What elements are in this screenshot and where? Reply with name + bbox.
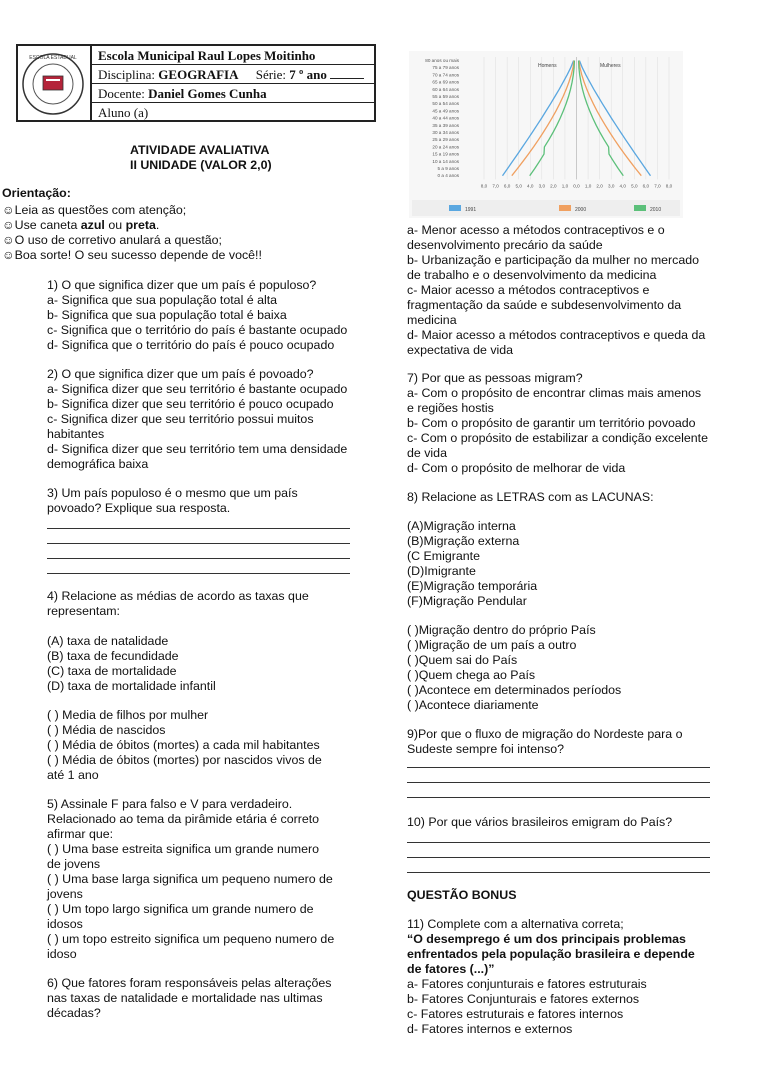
- q11-question: 11) Complete com a alternativa correta;: [407, 917, 624, 931]
- legend-label: 2000: [575, 207, 587, 213]
- q6-option-c-cont: fragmentação da saúde e subdesenvolvimento da: [407, 298, 682, 312]
- student-row[interactable]: Aluno (a): [98, 105, 149, 120]
- q2-option-c-cont: habitantes: [47, 427, 105, 441]
- q1-option-b: b- Significa que sua população total é baixa: [47, 308, 287, 322]
- teacher-row: Docente: Daniel Gomes Cunha: [92, 84, 374, 103]
- q6-option-c-cont: medicina: [407, 313, 457, 327]
- q8-item[interactable]: ( )Acontece diariamente: [407, 698, 539, 712]
- x-tick-label: 2,0: [596, 183, 603, 189]
- q5-item-cont: jovens: [47, 887, 83, 901]
- age-group-label: 0 a 4 anos: [437, 173, 459, 179]
- orientation-heading: Orientação:: [2, 186, 71, 200]
- age-group-label: 65 a 69 anos: [432, 79, 459, 85]
- q4-option: (D) taxa de mortalidade infantil: [47, 679, 216, 693]
- q1-question: 1) O que significa dizer que um país é populoso?: [47, 278, 317, 292]
- q1-option-a: a- Significa que sua população total é alta: [47, 293, 278, 307]
- q4-item[interactable]: ( ) Média de óbitos (mortes) por nascidos vivos de: [47, 753, 322, 767]
- q2-option-d: d- Significa dizer que seu território tem uma densidade: [47, 442, 348, 456]
- q3-answer-line-1[interactable]: [47, 528, 350, 529]
- q6-question-cont: décadas?: [47, 1006, 101, 1020]
- q7-option-b: b- Com o propósito de garantir um território povoado: [407, 416, 696, 430]
- legend-swatch: [559, 205, 571, 211]
- q11-option-c: c- Fatores estruturais e fatores internos: [407, 1007, 624, 1021]
- q2-option-c: c- Significa dizer que seu território possui muitos: [47, 412, 314, 426]
- q6-question-cont: nas taxas de natalidade e mortalidade nas ultimas: [47, 991, 323, 1005]
- q3-answer-line-3[interactable]: [47, 558, 350, 559]
- q8-option: (D)Imigrante: [407, 564, 476, 578]
- age-group-label: 80 anos ou mais: [425, 58, 459, 63]
- women-label: Mulheres: [600, 63, 621, 69]
- x-tick-label: 3,0: [607, 183, 615, 189]
- age-group-label: 40 a 44 anos: [432, 115, 459, 121]
- legend-label: 2010: [650, 207, 662, 213]
- svg-text:ESCOLA ESTADUAL: ESCOLA ESTADUAL: [29, 55, 77, 61]
- q4-item-cont: até 1 ano: [47, 768, 99, 782]
- age-group-label: 20 a 24 anos: [432, 144, 459, 150]
- q6-question: 6) Que fatores foram responsáveis pelas alterações: [47, 976, 332, 990]
- q11-option-b: b- Fatores Conjunturais e fatores externos: [407, 992, 640, 1006]
- x-tick-label: 5,0: [515, 183, 522, 189]
- q5-item[interactable]: ( ) Um topo largo significa um grande numero de: [47, 902, 314, 916]
- age-group-label: 55 a 59 anos: [432, 94, 459, 99]
- x-tick-label: 4,0: [527, 183, 534, 189]
- x-tick-label: 6,0: [503, 183, 511, 189]
- x-tick-label: 1,0: [584, 183, 592, 189]
- grade-blank[interactable]: [330, 78, 364, 79]
- q8-option: (C Emigrante: [407, 549, 480, 563]
- q8-item[interactable]: ( )Quem sai do País: [407, 653, 518, 667]
- q2-question: 2) O que significa dizer que um país é povoado?: [47, 367, 314, 381]
- q10-answer-line-3[interactable]: [407, 872, 710, 873]
- q8-option: (E)Migração temporária: [407, 579, 538, 593]
- age-group-label: 5 a 9 anos: [437, 166, 459, 171]
- header-table: [16, 44, 376, 122]
- q6-option-d: d- Maior acesso a métodos contraceptivos e queda da: [407, 328, 706, 342]
- q1-option-c: c- Significa que o território do país é bastante ocupado: [47, 323, 348, 337]
- age-group-label: 75 a 79 anos: [432, 65, 459, 71]
- q10-answer-line-1[interactable]: [407, 842, 710, 843]
- school-seal-icon: [18, 46, 88, 118]
- x-tick-label: 4,0: [619, 183, 626, 189]
- x-tick-label: 7,0: [654, 183, 661, 189]
- q4-item[interactable]: ( ) Media de filhos por mulher: [47, 708, 209, 722]
- q9-answer-line-1[interactable]: [407, 767, 710, 768]
- school-logo-cell: [18, 46, 92, 120]
- q9-answer-line-3[interactable]: [407, 797, 710, 798]
- x-tick-label: 3,0: [538, 183, 546, 189]
- q11-quote: “O desemprego é um dos principais problemas: [407, 932, 686, 946]
- q7-option-d: d- Com o propósito de melhorar de vida: [407, 461, 626, 475]
- bonus-heading: QUESTÃO BONUS: [407, 888, 517, 902]
- title-line1: ATIVIDADE AVALIATIVA: [130, 143, 270, 157]
- q9-answer-line-2[interactable]: [407, 782, 710, 783]
- age-group-label: 35 a 39 anos: [432, 122, 459, 128]
- q4-question: 4) Relacione as médias de acordo as taxas que: [47, 589, 309, 603]
- q3-question: 3) Um país populoso é o mesmo que um país: [47, 486, 298, 500]
- q3-question-cont: povoado? Explique sua resposta.: [47, 501, 231, 515]
- q2-option-d-cont: demográfica baixa: [47, 457, 149, 471]
- x-tick-label: 2,0: [550, 183, 557, 189]
- school-name: Escola Municipal Raul Lopes Moitinho: [92, 46, 374, 65]
- q8-item[interactable]: ( )Migração de um país a outro: [407, 638, 577, 652]
- q2-option-b: b- Significa dizer que seu território é pouco ocupado: [47, 397, 334, 411]
- x-tick-label: 1,0: [561, 183, 569, 189]
- q4-option: (A) taxa de natalidade: [47, 634, 169, 648]
- x-tick-label: 8,0: [665, 183, 673, 189]
- legend-swatch: [634, 205, 646, 211]
- age-group-label: 30 a 34 anos: [432, 130, 459, 135]
- q4-question-cont: representam:: [47, 604, 121, 618]
- x-tick-label: 8,0: [480, 183, 488, 189]
- q10-question: 10) Por que vários brasileiros emigram do País?: [407, 815, 673, 829]
- q5-item[interactable]: ( ) Uma base estreita significa um grande numero: [47, 842, 320, 856]
- x-tick-label: 7,0: [492, 183, 499, 189]
- x-tick-label: 6,0: [642, 183, 650, 189]
- q8-item[interactable]: ( )Acontece em determinados períodos: [407, 683, 622, 697]
- age-group-label: 15 a 19 anos: [432, 151, 459, 157]
- q5-item-cont: idosos: [47, 917, 83, 931]
- age-group-label: 10 a 14 anos: [432, 158, 459, 164]
- q5-question-cont: afirmar que:: [47, 827, 114, 841]
- q6-option-a: a- Menor acesso a métodos contraceptivos e o: [407, 223, 665, 237]
- q11-option-d: d- Fatores internos e externos: [407, 1022, 573, 1036]
- title-line2: II UNIDADE (VALOR 2,0): [130, 158, 272, 172]
- q6-option-a-cont: desenvolvimento precário da saúde: [407, 238, 603, 252]
- orientation-item-4: ☺Boa sorte! O seu sucesso depende de você!!: [2, 248, 262, 262]
- q5-item-cont: idoso: [47, 947, 77, 961]
- age-pyramid-figure: [409, 51, 683, 218]
- q8-item[interactable]: ( )Quem chega ao País: [407, 668, 536, 682]
- q4-option: (B) taxa de fecundidade: [47, 649, 179, 663]
- q5-question-cont: Relacionado ao tema da pirâmide etária é correto: [47, 812, 320, 826]
- q11-option-a: a- Fatores conjunturais e fatores estruturais: [407, 977, 647, 991]
- q7-option-c-cont: de vida: [407, 446, 447, 460]
- legend-swatch: [449, 205, 461, 211]
- q6-option-c: c- Maior acesso a métodos contraceptivos e: [407, 283, 650, 297]
- q2-option-a: a- Significa dizer que seu território é bastante ocupado: [47, 382, 348, 396]
- q9-question-cont: Sudeste sempre foi intenso?: [407, 742, 565, 756]
- q8-option: (F)Migração Pendular: [407, 594, 527, 608]
- q7-option-a-cont: e regiões hostis: [407, 401, 494, 415]
- q5-item[interactable]: ( ) Uma base larga significa um pequeno numero de: [47, 872, 333, 886]
- q8-question: 8) Relacione as LETRAS com as LACUNAS:: [407, 490, 654, 504]
- age-pyramid-chart: [409, 51, 683, 218]
- q5-item-cont: de jovens: [47, 857, 101, 871]
- smiley-icon: ☺: [2, 248, 15, 262]
- q7-question: 7) Por que as pessoas migram?: [407, 371, 583, 385]
- q4-option: (C) taxa de mortalidade: [47, 664, 177, 678]
- q4-item[interactable]: ( ) Média de óbitos (mortes) a cada mil habitantes: [47, 738, 320, 752]
- age-group-label: 60 a 64 anos: [432, 86, 459, 92]
- q6-option-d-cont: expectativa de vida: [407, 343, 514, 357]
- q8-option: (B)Migração externa: [407, 534, 520, 548]
- smiley-icon: ☺: [2, 218, 15, 232]
- q3-answer-line-2[interactable]: [47, 543, 350, 544]
- discipline-row: Disciplina: GEOGRAFIA Série: 7 º ano: [92, 65, 374, 84]
- age-group-label: 45 a 49 anos: [432, 108, 459, 114]
- q9-question: 9)Por que o fluxo de migração do Nordeste para o: [407, 727, 683, 741]
- q11-quote-cont: enfrentados pela população brasileira e depende: [407, 947, 695, 961]
- q8-item[interactable]: ( )Migração dentro do próprio País: [407, 623, 596, 637]
- q5-question: 5) Assinale F para falso e V para verdadeiro.: [47, 797, 293, 811]
- q10-answer-line-2[interactable]: [407, 857, 710, 858]
- legend-label: 1991: [465, 207, 477, 213]
- q6-option-b-cont: de trabalho e o desenvolvimento da medicina: [407, 268, 657, 282]
- q8-option: (A)Migração interna: [407, 519, 516, 533]
- orientation-item-2: ☺Use caneta azul ou preta.: [2, 218, 160, 232]
- age-group-label: 25 a 29 anos: [432, 137, 459, 143]
- q4-item[interactable]: ( ) Média de nascidos: [47, 723, 166, 737]
- q7-option-c: c- Com o propósito de estabilizar a condição excelente: [407, 431, 708, 445]
- age-group-label: 70 a 74 anos: [432, 72, 459, 78]
- smiley-icon: ☺: [2, 233, 15, 247]
- x-tick-label: 5,0: [631, 183, 638, 189]
- smiley-icon: ☺: [2, 203, 15, 217]
- men-label: Homens: [538, 63, 557, 69]
- q5-item[interactable]: ( ) um topo estreito significa um pequeno numero de: [47, 932, 335, 946]
- orientation-item-1: ☺Leia as questões com atenção;: [2, 203, 187, 217]
- q6-option-b: b- Urbanização e participação da mulher no mercado: [407, 253, 700, 267]
- age-group-label: 50 a 54 anos: [432, 101, 459, 107]
- orientation-item-3: ☺O uso de corretivo anulará a questão;: [2, 233, 222, 247]
- q1-option-d: d- Significa que o território do país é pouco ocupado: [47, 338, 335, 352]
- q7-option-a: a- Com o propósito de encontrar climas mais amenos: [407, 386, 702, 400]
- x-tick-label: 0,0: [573, 183, 580, 189]
- q3-answer-line-4[interactable]: [47, 573, 350, 574]
- q11-quote-cont: de fatores (...)”: [407, 962, 495, 976]
